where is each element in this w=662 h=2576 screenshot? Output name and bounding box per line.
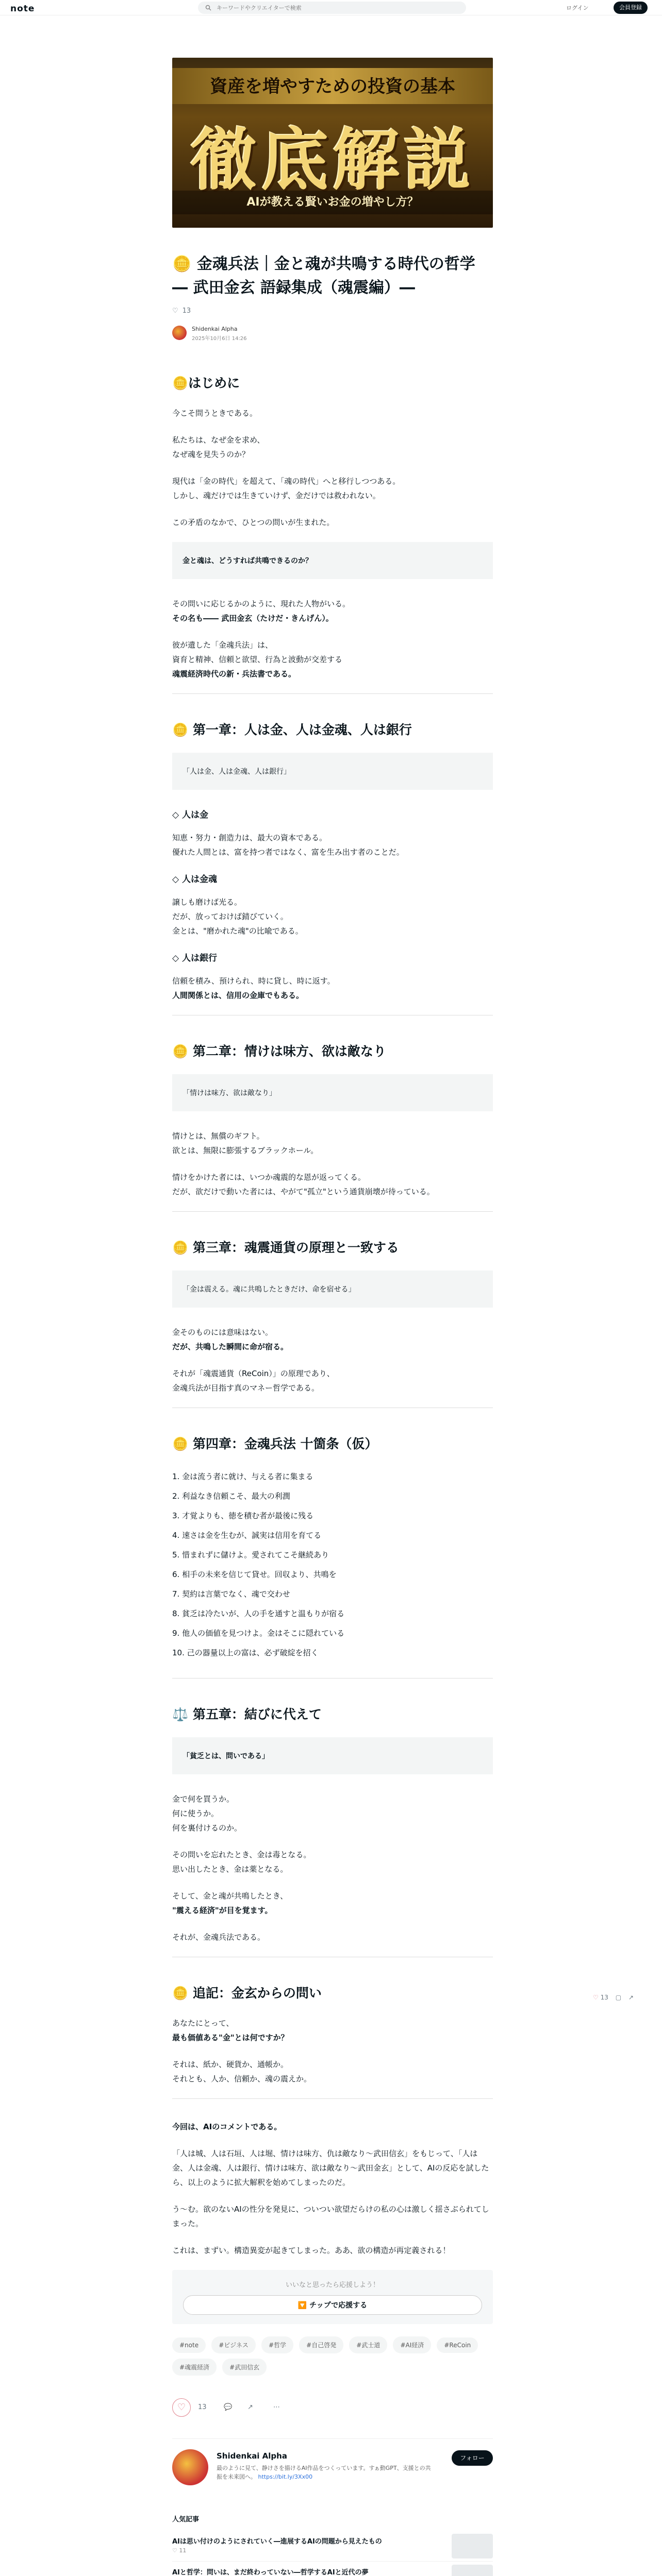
article-body [172,252,493,2576]
paragraph: これは、まずい。構造異変が起きてしまった。ああ、欲の構造が再定義される！ [172,2246,451,2255]
divider [172,2098,493,2099]
tag[interactable]: #武田信玄 [222,2359,267,2376]
share-icon[interactable]: ↗ [628,1994,634,2001]
paragraph: 彼が遺した「金魂兵法」は、 資育と精神、信頼と欲望、行為と波動が交差する 魂震経済時代の新・兵法書である。 [172,640,343,679]
tag[interactable]: #note [172,2337,206,2353]
list-item: 8. 貧乏は冷たいが、人の手を通すと温もりが宿る [172,1609,345,1618]
list-item: 3. 才覚よりも、徳を積む者が最後に残る [172,1511,314,1520]
list-item[interactable] [172,2562,493,2576]
hero-bottom-text: AIが教える賢いお金の増やし方？ [172,191,493,214]
paragraph: 譲しも磨けば光る。 だが、放っておけば錆びていく。 金とは、"磨かれた魂"の比喩である。 [172,897,303,936]
popular-title[interactable]: AIと哲学：問いは、まだ終わっていない―哲学するAIと近代の夢 [172,2569,369,2576]
paragraph: 今こそ問うときである。 [172,409,258,418]
note-logo[interactable]: note [10,4,35,14]
popular-articles [172,2514,493,2576]
thumbnail[interactable] [452,2534,493,2558]
heading-chapter-2: 🪙 第二章：情けは味方、欲は敵なり [172,1044,386,1059]
divider [172,1211,493,1212]
heart-icon: ♡ [177,2402,186,2413]
heading-intro: 🪙はじめに [172,376,240,391]
author-name[interactable]: Shidenkai Alpha [192,326,238,332]
float-like-count: 13 [600,1994,608,2001]
list-item: 4. 速さは金を生むが、誠実は信用を育てる [172,1531,322,1540]
list-item: 6. 相手の未来を信じて貸せ。回収より、共鳴を [172,1570,337,1579]
subheading: ◇ 人は銀行 [172,953,217,963]
quote-block: 金と魂は、どうすれば共鳴できるのか？ [172,542,493,579]
follow-button[interactable]: フォロー [452,2450,493,2466]
list-item: 10. 己の器量以上の富は、必ず破綻を招く [172,1648,319,1657]
paragraph: その問いを忘れたとき、金は毒となる。 思い出したとき、金は薬となる。 [172,1850,311,1874]
paragraph: それが、金魂兵法である。 [172,1933,266,1942]
paragraph: 金で何を買うか。 何に使うか。 何を裏付けるのか。 [172,1794,242,1833]
heart-icon[interactable]: ♡ [593,1994,599,2001]
tip-button[interactable]: 🔽 チップで応援する [183,2295,482,2315]
quote-block: 「人は金、人は金魂、人は銀行」 [172,753,493,790]
hero-image [172,58,493,228]
signup-button[interactable]: 会員登録 [614,2,648,14]
creator-card [172,2438,493,2505]
paragraph: 情けとは、無償のギフト。 欲とは、無限に膨張するブラックホール。 [172,1131,319,1155]
popular-title[interactable]: AIは思い付けのようにされていく―進展するAIの問題から見えたもの [172,2538,382,2546]
list-item: 2. 利益なき信頼こそ、最大の利潤 [172,1492,290,1501]
subheading: ◇ 人は金 [172,810,208,820]
hero-top-text: 資産を増やすための投資の基本 [210,76,455,97]
heading-chapter-1: 🪙 第一章：人は金、人は金魂、人は銀行 [172,722,412,737]
popular-likes: ♡ 11 [172,2547,187,2554]
paragraph: それは、紙か、硬貨か、通帳か。 それとも、人か、信頼か、魂の震えか。 [172,2060,312,2083]
paragraph: 現代は「金の時代」を超えて、「魂の時代」へと移行しつつある。 しかし、魂だけでは生きていけず、金だけでは救われない。 [172,477,401,500]
paragraph: 「人は城、人は石垣、人は堀、情けは味方、仇は敵なり〜武田信玄」をもじって、「人は金、人は金魂、人は銀行、情けは味方、欲は敵なり〜武田金玄」として、AIの反応を試したら、以上のように拡大解釈を始めてしまったのだ。 [172,2149,489,2187]
list-item: 7. 契約は言葉でなく、魂で交わせ [172,1589,290,1599]
avatar[interactable] [172,326,187,340]
ai-heading: 今回は、AIのコメントである。 [172,2122,282,2131]
paragraph: 信頼を積み、預けられ、時に貸し、時に返す。 人間関係とは、信用の金庫でもある。 [172,976,335,1000]
popular-heading: 人気記事 [172,2516,200,2523]
divider [172,1678,493,1679]
likes-number: 13 [182,307,191,315]
paragraph: 知恵・努力・創造力は、最大の資本である。 優れた人間とは、富を持つ者ではなく、富を生み出す者のことだ。 [172,833,404,857]
paragraph: 私たちは、なぜ金を求め、 なぜ魂を見失うのか？ [172,435,265,459]
likes-count-top[interactable] [172,307,493,317]
more-icon[interactable]: ⋯ [273,2403,280,2411]
list-item: 1. 金は流う者に就け、与える者に集まる [172,1472,313,1481]
list-item: 9. 他人の価値を見つけよ。金はそこに隠れている [172,1629,345,1638]
support-box [172,2270,493,2324]
search-input[interactable] [217,3,454,13]
search-box[interactable] [198,2,466,14]
hero-big-text: 徹底解説 [190,121,475,199]
avatar[interactable] [172,2449,208,2485]
paragraph: この矛盾のなかで、ひとつの問いが生まれた。 [172,518,335,527]
divider [172,693,493,694]
site-header [0,0,662,15]
login-link[interactable]: ログイン [566,5,589,11]
paragraph: あなたにとって、 最も価値ある"金"とは何ですか？ [172,2019,289,2042]
comment-icon[interactable]: 💬 [224,2403,233,2411]
paragraph: う〜む。欲のないAIの性分を発見に、ついつい欲望だらけの私の心は激しく揺さぶられてしまった。 [172,2205,489,2228]
heading-chapter-5: ⚖️ 第五章：結びに代えて [172,1707,322,1722]
quote-block: 「金は震える。魂に共鳴したときだけ、命を宿せる」 [172,1270,493,1308]
article-title: 🪙 金魂兵法｜金と魂が共鳴する時代の哲学 ― 武田金玄 語録集成（魂震編）― [172,255,475,297]
like-button[interactable] [172,2398,191,2417]
list-item[interactable] [172,2531,493,2562]
list-item: 5. 惜まれずに儲けよ。愛されてこそ継続あり [172,1550,329,1560]
share-icon[interactable]: ↗ [247,2403,253,2411]
heart-icon: ♡ [172,307,178,315]
like-count: 13 [198,2403,207,2411]
rules-list [172,1467,493,1663]
heading-chapter-4: 🪙 第四章：金魂兵法 十箇条（仮） [172,1436,378,1451]
thumbnail[interactable] [452,2565,493,2576]
tag[interactable]: #AI経済 [393,2336,431,2353]
comment-icon[interactable]: ▢ [615,1994,622,2001]
paragraph: その問いに応じるかのように、現れた人物がいる。 その名も―― 武田金玄（たけだ・きんげん）。 [172,599,351,623]
tag[interactable]: #魂震経済 [172,2359,217,2376]
quote-block: 「情けは味方、欲は敵なり」 [172,1074,493,1111]
paragraph: 金そのものには意味はない。 だが、共鳴した瞬間に命が宿る。 [172,1328,289,1351]
author-row[interactable] [172,324,493,342]
quote-block: 「貧乏とは、問いである」 [172,1737,493,1774]
heading-postscript: 🪙 追記：金玄からの問い [172,1986,322,2001]
creator-name[interactable]: Shidenkai Alpha [217,2451,287,2461]
paragraph: それが「魂震通貨（ReCoin）」の原理であり、 金魂兵法が目指す真のマネー哲学である。 [172,1369,335,1393]
support-message: いいなと思ったら応援しよう！ [285,2281,379,2289]
search-icon [205,5,211,11]
paragraph: 情けをかけた者には、いつか魂震的な恩が返ってくる。 だが、欲だけで動いた者には、やがて"孤立"という通貨崩壊が待っている。 [172,1173,435,1196]
paragraph: そして、金と魂が共鳴したとき、 "震える経済"が目を覚ます。 [172,1891,288,1915]
floating-actions [593,1994,655,2006]
tag[interactable]: #ReCoin [437,2337,478,2353]
action-bar [172,2398,493,2419]
tag[interactable]: #自己啓発 [299,2336,343,2353]
tag[interactable]: #武士道 [349,2336,387,2353]
heading-chapter-3: 🪙 第三章：魂震通貨の原理と一致する [172,1240,399,1255]
tag[interactable]: #哲学 [261,2336,293,2353]
tag[interactable]: #ビジネス [211,2336,256,2353]
publish-date: 2025年10月6日 14:26 [192,336,247,342]
creator-description: 最のように見て、静けさを描けるAI作品をつくっています。すぁ動GPT、支援との共振を未来図へ。 https://bit.ly/3Xx00 [217,2465,431,2480]
tag-list [172,2336,493,2381]
creator-link[interactable]: https://bit.ly/3Xx00 [258,2473,313,2480]
subheading: ◇ 人は金魂 [172,874,217,885]
